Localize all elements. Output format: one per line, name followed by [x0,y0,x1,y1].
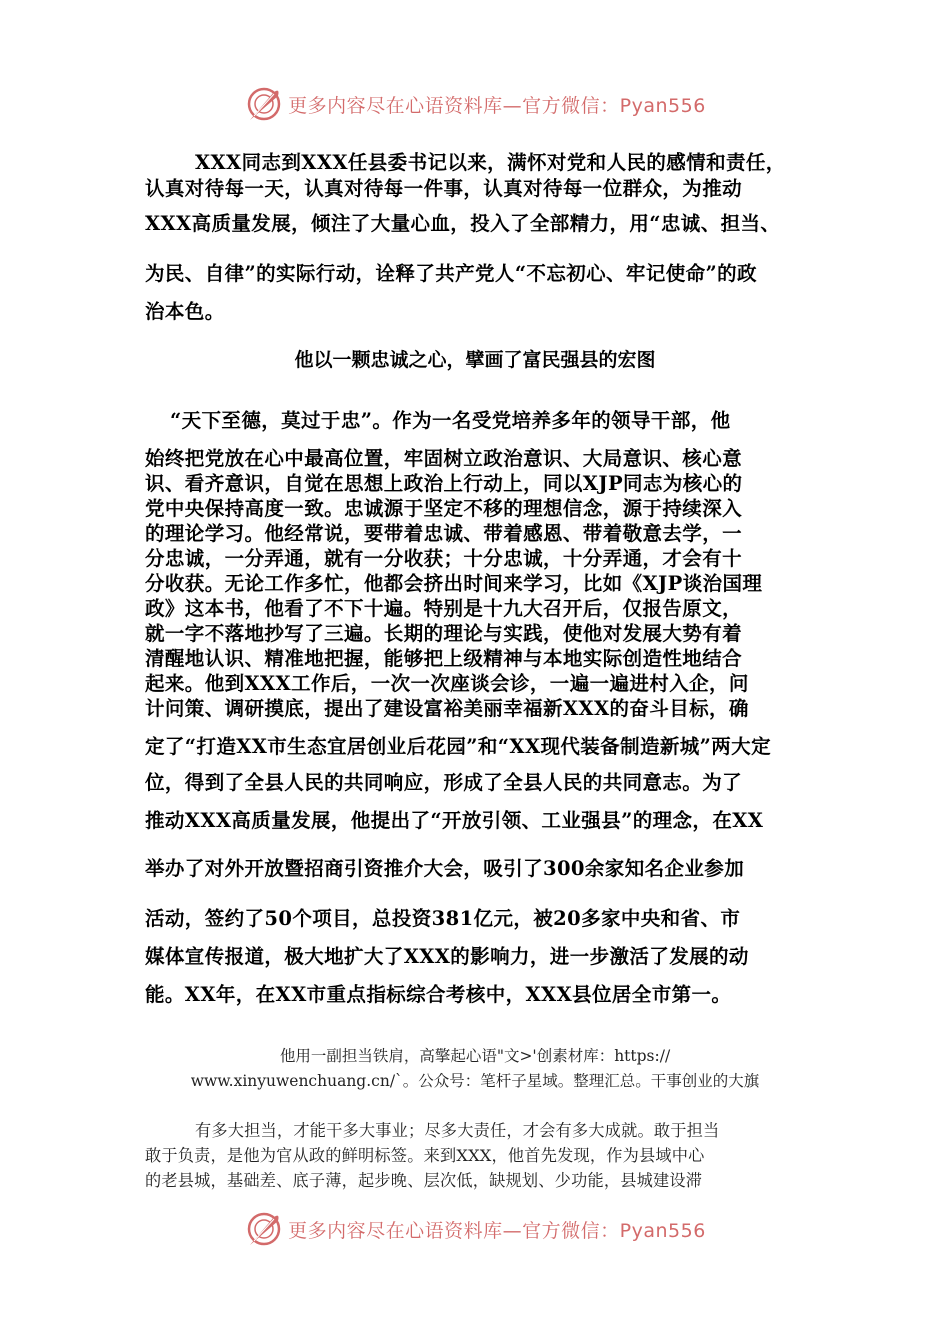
text-line: 的理论学习。他经常说，要带着忠诚、带着感恩、带着敬意去学，一 [145,522,743,545]
text-line: 有多大担当，才能干多大事业；尽多大责任，才会有多大成就。敢于担当 [195,1121,720,1140]
header-banner [0,84,950,124]
text-line: 起来。他到XXX工作后，一次一次座谈会诊，一遍一遍进村入企，问 [145,672,749,695]
text-line: 位，得到了全县人民的共同响应，形成了全县人民的共同意志。为了 [145,771,743,794]
text-line: 始终把党放在心中最高位置，牢固树立政治意识、大局意识、核心意 [145,447,743,470]
caption-line-2: www.xinyuwenchuang.cn/`。公众号：笔杆子星域。整理汇总。干事创业的大旗 [190,1072,760,1090]
text-line: 分收获。无论工作多忙，他都会挤出时间来学习，比如《XJP谈治国理 [145,572,763,595]
text-line: 的老县城，基础差、底子薄，起步晚、层次低，缺规划、少功能，县城建设滞 [145,1171,703,1190]
text-line: 媒体宣传报道，极大地扩大了XXX的影响力，进一步激活了发展的动 [145,945,749,968]
footer-banner [0,1209,950,1249]
text-line: 识、看齐意识，自觉在思想上政治上行动上，同以XJP同志为核心的 [145,472,743,495]
text-line: 清醒地认识、精准地把握，能够把上级精神与本地实际创造性地结合 [145,647,743,670]
text-line: 计问策、调研摸底，提出了建设富裕美丽幸福新XXX的奋斗目标，确 [145,697,749,720]
feather-pen-logo-icon [244,84,284,124]
text-line: 就一字不落地抄写了三遍。长期的理论与实践，使他对发展大势有着 [145,622,743,645]
text-line: 认真对待每一天，认真对待每一件事，认真对待每一位群众，为推动 [145,177,743,200]
text-line: 分忠诚，一分弄通，就有一分收获；十分忠诚，十分弄通，才会有十 [145,547,743,570]
text-line: XXX同志到XXX任县委书记以来，满怀对党和人民的感情和责任， [195,151,786,174]
header-banner-text: 更多内容尽在心语资料库—官方微信：Pyan556 [288,94,706,117]
text-line: 定了“打造XX市生态宜居创业后花园”和“XX现代装备制造新城”两大定 [145,735,771,758]
section-heading: 他以一颗忠诚之心，擘画了富民强县的宏图 [294,349,656,371]
text-line: 为民、自律”的实际行动，诠释了共产党人“不忘初心、牢记使命”的政 [145,262,757,285]
text-line: 推动XXX高质量发展，他提出了“开放引领、工业强县”的理念，在XX [145,809,764,832]
text-line: 举办了对外开放暨招商引资推介大会，吸引了300余家知名企业参加 [145,857,745,880]
feather-pen-logo-icon [244,1209,284,1249]
text-line: XXX高质量发展，倾注了大量心血，投入了全部精力，用“忠诚、担当、 [145,212,781,235]
text-line: 政》这本书，他看了不下十遍。特别是十九大召开后，仅报告原文， [145,597,743,620]
footer-banner-text: 更多内容尽在心语资料库—官方微信：Pyan556 [288,1219,706,1242]
text-line: 能。XX年，在XX市重点指标综合考核中，XXX县位居全市第一。 [145,983,732,1006]
text-line: 治本色。 [145,300,225,323]
text-line: 党中央保持高度一致。忠诚源于坚定不移的理想信念，源于持续深入 [145,497,743,520]
text-line: 活动，签约了50个项目，总投资381亿元，被20多家中央和省、市 [145,907,741,930]
caption-line-1: 他用一副担当铁肩，高擎起心语"文>'创素材库：https:// [279,1047,671,1065]
text-line: “天下至德，莫过于忠”。作为一名受党培养多年的领导干部，他 [170,409,731,432]
text-line: 敢于负责，是他为官从政的鲜明标签。来到XXX，他首先发现，作为县域中心 [145,1146,705,1165]
